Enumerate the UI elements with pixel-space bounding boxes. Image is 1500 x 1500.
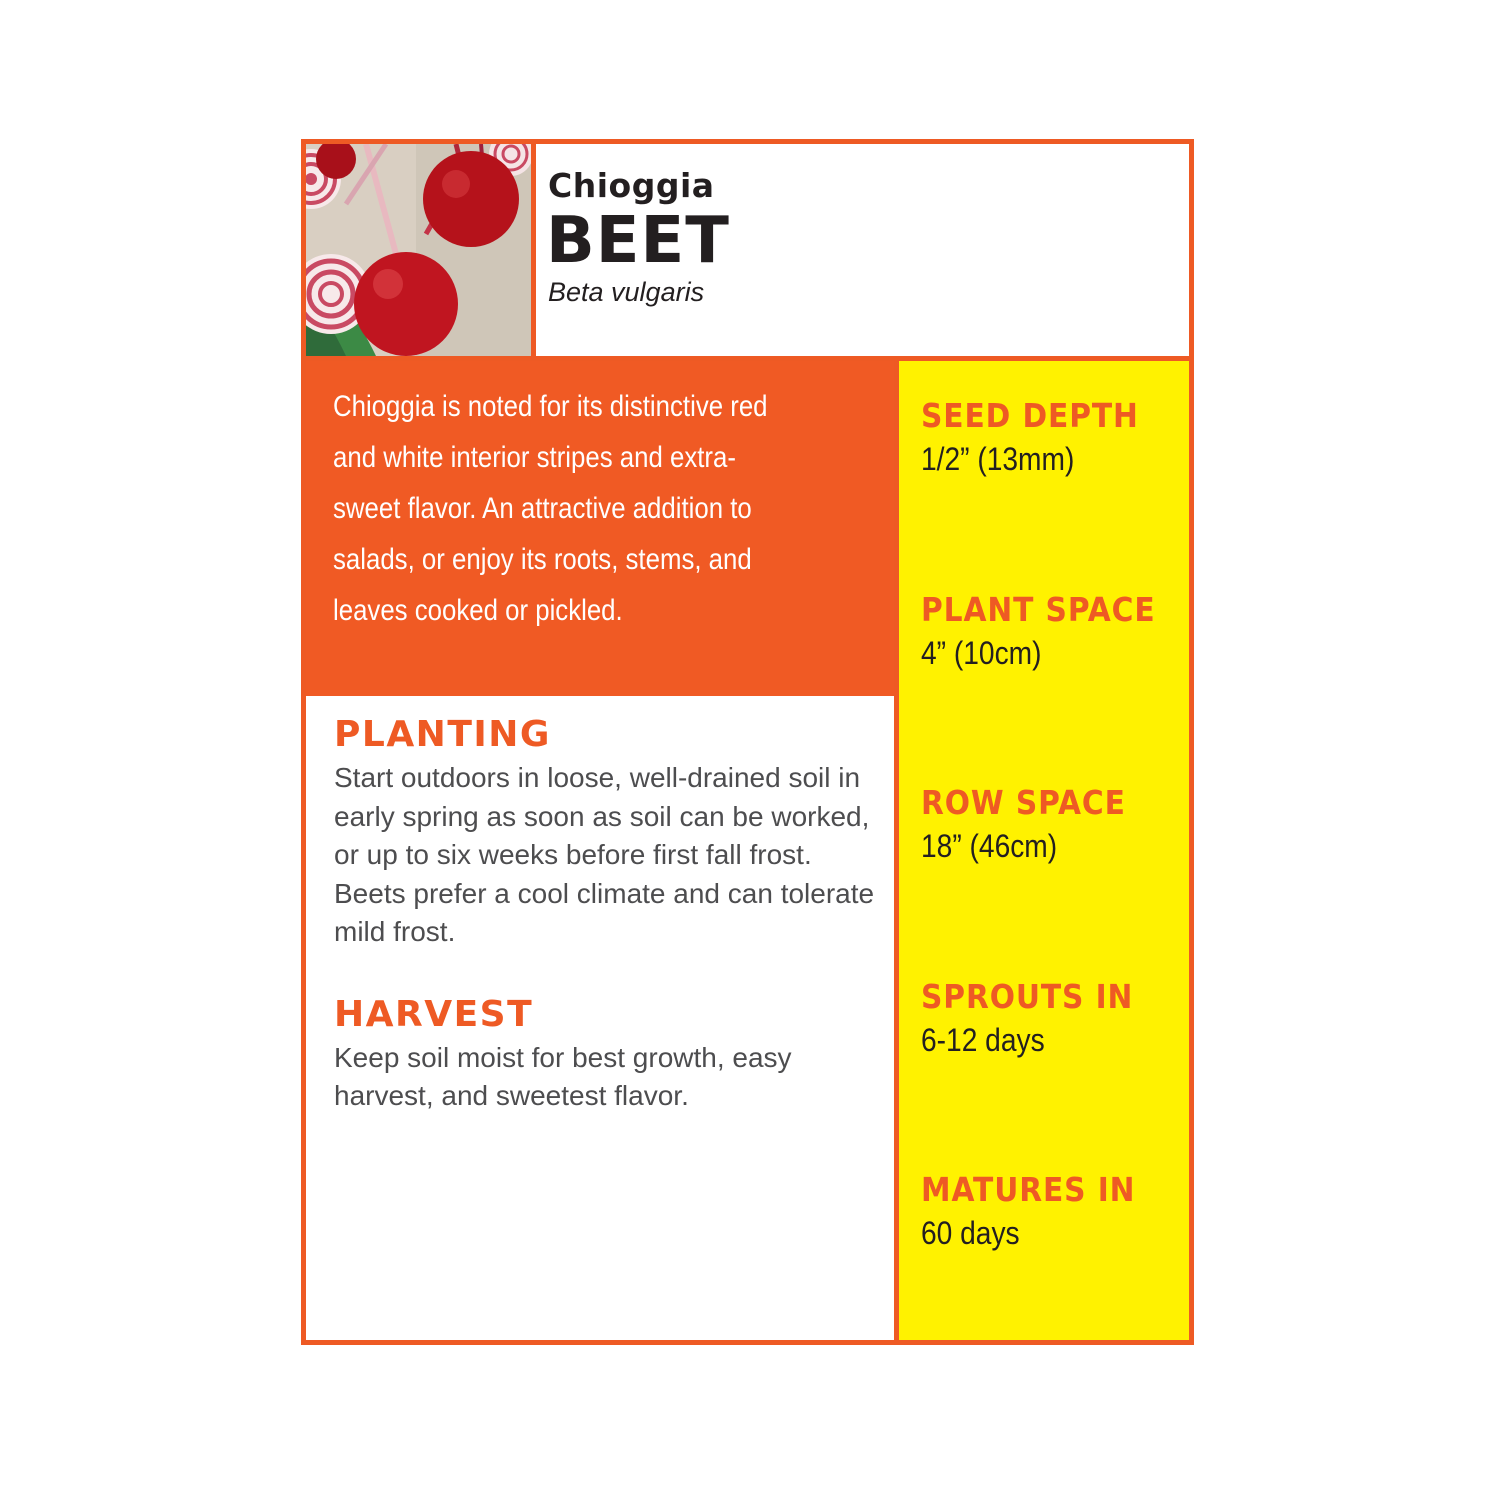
description-line: leaves cooked or pickled. xyxy=(333,594,623,627)
description-line: and white interior stripes and extra- xyxy=(333,441,736,474)
stat-label: MATURES IN xyxy=(921,1170,1136,1209)
description-line: salads, or enjoy its roots, stems, and xyxy=(333,543,752,576)
crop-name: BEET xyxy=(546,204,730,278)
stat-plant-space xyxy=(921,590,1182,672)
stat-value: 4” (10cm) xyxy=(921,635,1042,671)
stat-value: 18” (46cm) xyxy=(921,828,1058,864)
stat-sprouts-in xyxy=(921,977,1157,1059)
variety-name: Chioggia xyxy=(548,166,715,205)
beet-photo-icon xyxy=(306,144,536,356)
stat-label: ROW SPACE xyxy=(921,783,1126,822)
latin-name: Beta vulgaris xyxy=(548,277,705,307)
harvest-heading: HARVEST xyxy=(334,993,534,1035)
stat-seed-depth xyxy=(921,396,1163,478)
stat-value: 60 days xyxy=(921,1215,1020,1251)
stat-row-space xyxy=(921,783,1149,865)
title-block xyxy=(536,144,1189,356)
stat-value: 6-12 days xyxy=(921,1022,1045,1058)
stat-value: 1/2” (13mm) xyxy=(921,441,1075,477)
description-panel xyxy=(306,361,894,696)
planting-text: Start outdoors in loose, well-drained soil in early spring as soon as soil can be worked, or up to six weeks before first fall frost. Beets prefer a cool climate and can tolerate mild frost. xyxy=(334,762,875,947)
instructions-panel xyxy=(334,714,884,1116)
stat-label: SEED DEPTH xyxy=(921,396,1139,435)
stat-matures-in xyxy=(921,1170,1159,1252)
stat-label: PLANT SPACE xyxy=(921,590,1156,629)
growing-stats-panel xyxy=(899,361,1189,1340)
description-line: sweet flavor. An attractive addition to xyxy=(333,492,752,525)
seed-packet-card xyxy=(301,139,1194,1345)
description-line: Chioggia is noted for its distinctive red xyxy=(333,390,768,423)
planting-heading: PLANTING xyxy=(334,714,551,755)
harvest-text: Keep soil moist for best growth, easy harvest, and sweetest flavor. xyxy=(334,1041,792,1111)
stat-label: SPROUTS IN xyxy=(921,977,1134,1016)
